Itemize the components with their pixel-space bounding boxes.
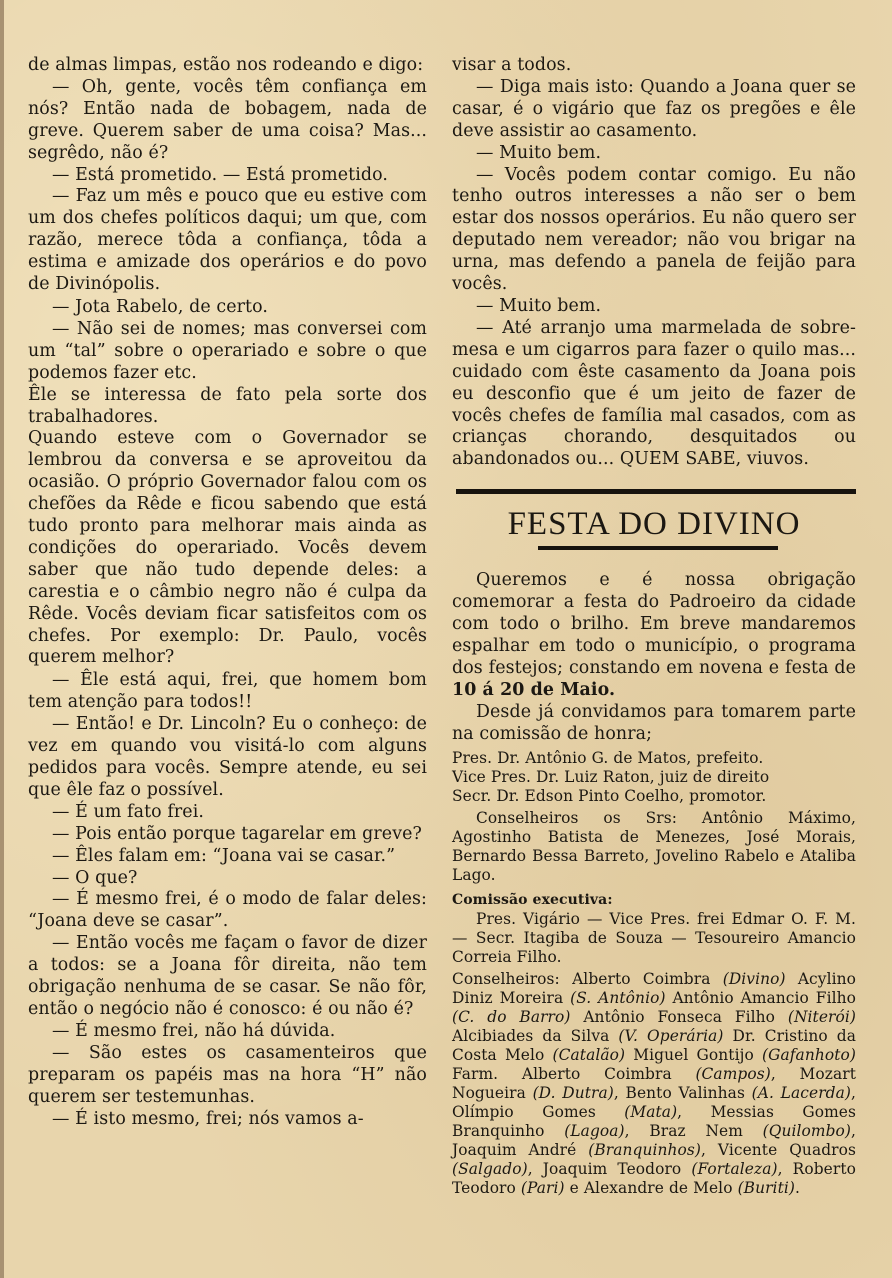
councillor-place: (Divino) <box>722 970 786 989</box>
councillor-name: Acylino Diniz Moreira <box>452 970 856 1008</box>
councillor-place: (Buriti) <box>737 1179 795 1198</box>
paragraph: — Pois então porque tagarelar em greve? <box>52 823 422 844</box>
paragraph: — Diga mais isto: Quando a Joana quer se casar, é o vigário que faz os pregões e êle deve assistir ao casamento. <box>452 76 856 141</box>
councillor-name: Alexandre de Melo <box>583 1179 738 1198</box>
paragraph: — Está prometido. — Está prometido. <box>52 164 389 185</box>
festa-section <box>452 570 856 1198</box>
article-right-column <box>452 55 856 1198</box>
paragraph: — Então! e Dr. Lincoln? Eu o conheço: de vez em quando vou visitá-lo com alguns pedidos para vocês. Sempre atende, eu sei que êle faz o possível. <box>28 714 427 800</box>
councillor-name: Roberto Teodoro <box>452 1160 856 1198</box>
section-headline: FESTA DO DIVINO <box>507 506 801 543</box>
councillor-name: Olímpio Gomes <box>452 1103 625 1122</box>
honor-member: Secr. Dr. Edson Pinto Coelho, promotor. <box>452 787 767 806</box>
councillor-place: (Branquinhos) <box>588 1141 701 1160</box>
councillor-place: (A. Lacerda) <box>751 1084 851 1103</box>
councillor-place: (S. Antônio) <box>570 989 666 1008</box>
paragraph: — Então vocês me façam o favor de dizer a todos: se a Joana fôr direita, não tem obrigação nenhuma de se casar. Se não fôr, então o negócio não é conosco: é ou não é? <box>28 933 427 1019</box>
councillor-place: (Salgado) <box>452 1160 528 1179</box>
councillors-label: Conselheiros: <box>452 970 560 989</box>
paragraph: visar a todos. <box>452 55 572 75</box>
councillor-name: Joaquim André <box>452 1141 589 1160</box>
councillor-entry <box>584 1179 795 1197</box>
paragraph: — Vocês podem contar comigo. Eu não tenho outros interesses a não ser o bem estar dos nossos operários. Eu não quero ser deputado nem vereador; não vou brigar na urna, mas defendo a panela de feijão para vocês. <box>452 164 856 295</box>
paragraph: Êle se interessa de fato pela sorte dos trabalhadores. <box>28 384 427 427</box>
honor-member: Pres. Dr. Antônio G. de Matos, prefeito. <box>452 749 764 768</box>
councillor-entry <box>583 1008 856 1026</box>
paragraph: — Não sei de nomes; mas conversei com um “tal” sobre o operariado e sobre o que podemos fazer etc. <box>28 318 427 383</box>
honor-member: Vice Pres. Dr. Luiz Raton, juiz de direito <box>452 768 770 787</box>
paragraph: — Oh, gente, vocês têm confiança em nós? Então nada de bobagem, nada de greve. Querem saber de uma coisa? Mas... segrêdo, não é? <box>28 76 427 163</box>
councillor-name: Antônio Amancio Filho <box>672 989 856 1008</box>
festa-intro-text: Queremos e é nossa obrigação comemorar a festa do Padroeiro da cidade com todo o brilho. Em breve mandaremos espalhar em todo o município, o programa dos festejos; constando em novena e festa de <box>452 570 856 678</box>
councillor-place: (Niterói) <box>787 1008 856 1027</box>
councillor-name: Alcibiades da Silva <box>452 1027 619 1046</box>
councillor-place: (Pari) <box>520 1179 565 1198</box>
honor-committee <box>452 749 856 1198</box>
councillor-name: Farm. Alberto Coimbra <box>452 1065 696 1084</box>
festa-intro <box>452 570 856 701</box>
councillor-entry <box>649 1122 851 1140</box>
paragraph: Quando esteve com o Governador se lembrou da conversa e se aproveitou da ocasião. O próprio Governador falou com os chefões da Rêde e ficou sabendo que está tudo pronto para melhorar mais ainda as condições do operariado. Vocês devem saber que não tudo depende deles: a carestia e o câmbio negro não é culpa da Rêde. Vocês deviam ficar satisfeitos com os chefes. Por exemplo: Dr. Paulo, vocês querem melhor? <box>28 428 427 668</box>
councillor-name: Braz Nem <box>649 1122 763 1141</box>
councillor-name: Dr. Cristino da Costa Melo <box>452 1027 857 1065</box>
councillor-place: (C. do Barro) <box>452 1008 571 1027</box>
honor-councillors: Conselheiros os Srs: Antônio Máximo, Agostinho Batista de Menezes, José Morais, Bernardo Bessa Barreto, Jovelino Rabelo e Ataliba Lago. <box>452 809 856 885</box>
festa-invite: Desde já convidamos para tomarem parte na comissão de honra; <box>452 701 856 744</box>
councillor-name: Miguel Gontijo <box>633 1046 762 1065</box>
paragraph: — Muito bem. <box>476 295 602 316</box>
councillor-entry <box>452 1141 701 1159</box>
councillor-place: (Quilombo) <box>762 1122 851 1141</box>
paragraph: — São estes os casamenteiros que preparam os papéis mas na hora “H” não querem ser testemunhas. <box>28 1042 427 1107</box>
paragraph: — Até arranjo uma marmelada de sobre-mesa e um cigarros para fazer o quilo mas... cuidado com êste casamento da Joana pois eu desconfio que é um jeito de fazer de vocês chefes de família mal casados, com as crianças chorando, desquitados ou abandonados ou... QUEM SABE, viuvos. <box>452 317 856 470</box>
councillor-name: Antônio Fonseca Filho <box>583 1008 788 1027</box>
councillor-entry <box>543 1160 778 1178</box>
paragraph: — Faz um mês e pouco que eu estive com um dos chefes políticos daqui; um que, com razão, merece tôda a confiança, tôda a estima e amizade dos operários e do povo de Divinópolis. <box>28 186 427 295</box>
councillor-place: (D. Dutra) <box>532 1084 614 1103</box>
paragraph: — O que? <box>52 867 138 888</box>
councillor-place: (Mata) <box>624 1103 678 1122</box>
paragraph: — Êle está aqui, frei, que homem bom tem atenção para todos!! <box>28 670 427 713</box>
article-left-column <box>28 55 427 1130</box>
councillor-place: (V. Operária) <box>618 1027 724 1046</box>
paragraph: — Jota Rabelo, de certo. <box>52 296 268 317</box>
councillor-entry <box>452 1027 724 1045</box>
councillor-name: Messias Gomes Branquinho <box>452 1103 856 1141</box>
councillor-place: (Catalão) <box>552 1046 626 1065</box>
councillor-entry <box>452 1103 677 1121</box>
section-divider-rule <box>456 489 856 494</box>
councillor-name: Vicente Quadros <box>717 1141 856 1160</box>
councillor-name: Bento Valinhas <box>625 1084 752 1103</box>
executive-committee-label: Comissão executiva: <box>452 892 613 909</box>
paragraph: — Êles falam em: “Joana vai se casar.” <box>52 845 396 866</box>
councillor-name: Mozart Nogueira <box>452 1065 856 1103</box>
councillors-list: Conselheiros: Alberto Coimbra (Divino) Acylino Diniz Moreira (S. Antônio) Antônio Amancio Filho (C. do Barro) Antônio Fonseca Filho (Niterói) Alcibiades da Silva (V. Operária) Dr. Cristino da Costa Melo (Catalão) Miguel Gontijo (Gafanhoto) Farm. Alberto Coimbra (Campos), Mozart Nogueira (D. Dutra), Bento Valinhas (A. Lacerda), Olímpio Gomes (Mata), Messias Gomes Branquinho (Lagoa), Braz Nem (Quilombo), Joaquim André (Branquinhos), Vicente Quadros (Salgado), Joaquim Teodoro (Fortaleza), Roberto Teodoro (Pari) e Alexandre de Melo (Buriti). <box>452 970 857 1198</box>
councillor-entry <box>626 1084 851 1102</box>
paragraph: de almas limpas, estão nos rodeando e digo: <box>28 55 424 75</box>
councillor-name: Alberto Coimbra <box>572 970 723 989</box>
executive-committee: Pres. Vigário — Vice Pres. frei Edmar O. F. M. — Secr. Itagiba de Souza — Tesoureiro Amancio Correia Filho. <box>452 910 856 967</box>
councillor-place: (Fortaleza) <box>691 1160 778 1179</box>
festa-dates: 10 á 20 de Maio. <box>452 679 616 700</box>
headline-underline <box>538 546 778 550</box>
councillor-place: (Gafanhoto) <box>761 1046 856 1065</box>
paragraph: — É mesmo frei, não há dúvida. <box>52 1020 336 1041</box>
paragraph: — É isto mesmo, frei; nós vamos a- <box>52 1108 364 1129</box>
page-edge <box>0 0 4 1278</box>
paragraph: — É um fato frei. <box>52 801 204 822</box>
councillor-entry <box>572 970 786 988</box>
councillor-entry <box>633 1046 856 1064</box>
councillor-name: Joaquim Teodoro <box>542 1160 692 1179</box>
paragraph: — Muito bem. <box>476 142 602 163</box>
councillor-place: (Campos) <box>695 1065 771 1084</box>
councillor-entry <box>452 1065 771 1083</box>
councillor-place: (Lagoa) <box>564 1122 625 1141</box>
paragraph: — É mesmo frei, é o modo de falar deles: “Joana deve se casar”. <box>28 889 427 932</box>
